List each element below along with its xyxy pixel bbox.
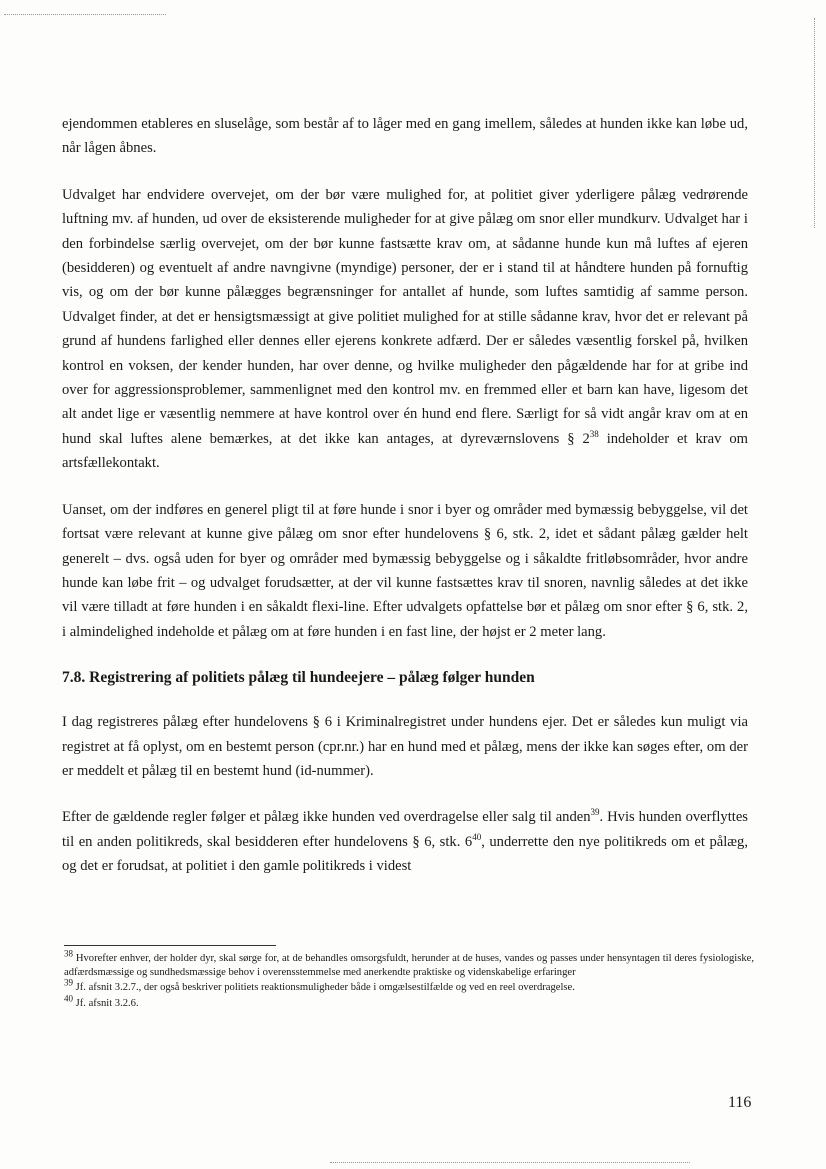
paragraph-5-text-mid: . Hvis hunden overflyttes til en anden politikreds, skal besidderen efter hundelovens § 6, stk. 6: [62, 809, 748, 850]
footnote-text: Hvorefter enhver, der holder dyr, skal sørge for, at de behandles omsorgsfuldt, herunder at de huses, vandes og passes under hensyntagen til deres fysiologiske, adfærdsmæssige og sundhedsmæssige behov i overensstemmelse med anerkendte praktiske og videnskabelige erfaringer: [64, 953, 754, 979]
paragraph-5-text: Efter de gældende regler følger et pålæg ikke hunden ved overdragelse eller salg til anden: [62, 809, 591, 826]
footnote-number: 38: [64, 948, 73, 959]
paragraph-4: [62, 710, 748, 783]
footnote-number: 40: [64, 993, 73, 1004]
footnotes: [64, 948, 754, 1012]
footnote-ref-38[interactable]: 38: [589, 429, 599, 440]
paragraph-2: [62, 183, 748, 476]
paragraph-2-text: Udvalget har endvidere overvejet, om der bør være mulighed for, at politiet giver yderligere pålæg vedrørende luftning mv. af hunden, ud over de eksisterende muligheder for at give pålæg om snor eller mundkurv. Udvalget har i den forbindelse særlig overvejet, om der bør kunne fastsætte krav om, at sådanne hunde kun må luftes af ejeren (besidderen) og eventuelt af andre navngivne (myndige) personer, der er i stand til at håndtere hunden på fornuftig vis, og om der bør kunne pålægges begrænsninger for antallet af hunde, som luftes samtidig af samme person. Udvalget finder, at det er hensigtsmæssigt at give politiet mulighed for at stille sådanne krav, hvor det er relevant på grund af hundens farlighed eller dennes eller ejerens konkrete adfærd. Der er således væsentlig forskel på, hvilken kontrol en voksen, der kender hunden, har over denne, og hvilke muligheder den pågældende har for at gribe ind over for aggressionsproblemer, sammenlignet med den kontrol mv. en fremmed eller et barn kan have, ligesom det alt andet lige er væsentlig nemmere at have kontrol over én hund end flere. Særligt for så vidt angår krav om at en hund skal luftes alene bemærkes, at det ikke kan antages, at dyreværnslovens § 2: [62, 186, 748, 447]
paragraph-3: [62, 498, 748, 644]
footnote-number: 39: [64, 977, 73, 988]
scan-artifact-top: [4, 14, 166, 15]
scan-artifact-right: [814, 18, 815, 228]
paragraph-5: [62, 805, 748, 878]
scan-artifact-bottom: [330, 1162, 690, 1163]
footnote-divider: [64, 945, 276, 946]
footnote-40: [64, 993, 754, 1011]
document-page: [62, 112, 748, 901]
footnote-ref-40[interactable]: 40: [472, 831, 482, 842]
footnote-text: Jf. afsnit 3.2.6.: [73, 997, 139, 1009]
paragraph-1-text: ejendommen etableres en sluselåge, som består af to låger med en gang imellem, således at hunden ikke kan løbe ud, når lågen åbnes.: [62, 116, 748, 157]
footnote-38: [64, 948, 754, 980]
footnote-text: Jf. afsnit 3.2.7., der også beskriver politiets reaktionsmuligheder både i omgælsestilfælde og ved en reel overdragelse.: [73, 982, 575, 994]
section-heading: 7.8. Registrering af politiets pålæg til hundeejere – pålæg følger hunden: [62, 669, 535, 687]
page-number: 116: [728, 1094, 752, 1111]
paragraph-4-text: I dag registreres pålæg efter hundelovens § 6 i Kriminalregistret under hundens ejer. Det er således kun muligt via registret at få oplyst, om en bestemt person (cpr.nr.) har en hund med et pålæg, mens der ikke kan søges efter, om der er meddelt et pålæg til en bestemt hund (id-nummer).: [62, 714, 748, 779]
paragraph-3-text: Uanset, om der indføres en generel pligt til at føre hunde i snor i byer og områder med bymæssig bebyggelse, vil det fortsat være relevant at kunne give pålæg om snor efter hundelovens § 6, stk. 2, idet et sådant pålæg gælder helt generelt – dvs. også uden for byer og områder med bymæssig bebyggelse og i såkaldte fritløbsområder, hvor andre hunde kan løbe frit – og udvalget forudsætter, at der vil kunne fastsættes krav til snoren, navnlig således at det ikke vil være tilladt at føre hunden i en såkaldt flexi-line. Efter udvalgets opfattelse bør et pålæg om snor efter § 6, stk. 2, i almindelighed indeholde et pålæg om at føre hunden i en fast line, der højst er 2 meter lang.: [62, 501, 748, 640]
paragraph-5-text-end: , underrette den nye politikreds om et pålæg, og det er forudsat, at politiet i den gamle politikreds i videst: [62, 833, 748, 875]
footnote-39: [64, 977, 754, 995]
paragraph-1: [62, 112, 748, 161]
footnote-ref-39[interactable]: 39: [590, 807, 600, 818]
paragraph-2-text-end: indeholder et krav om artsfællekontakt.: [62, 430, 748, 472]
